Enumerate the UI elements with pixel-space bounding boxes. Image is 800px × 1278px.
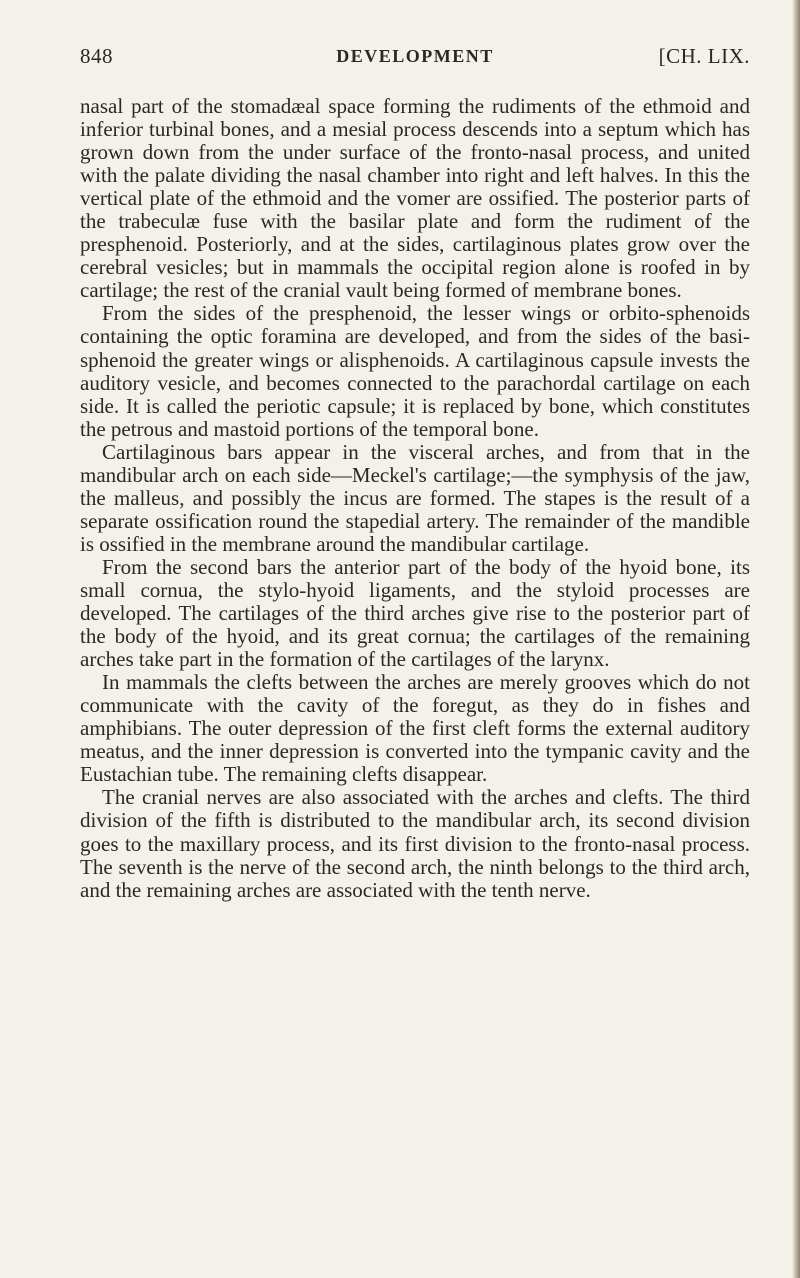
page-number: 848 — [80, 44, 113, 68]
page-edge-shadow — [792, 0, 800, 1278]
body-text — [80, 95, 750, 902]
running-head — [80, 44, 750, 74]
chapter-reference: [CH. LIX. — [658, 44, 750, 68]
section-title: DEVELOPMENT — [336, 46, 494, 66]
paragraph-3: Cartilaginous bars appear in the visceral arches, and from that in the mandibular arch on each side—Meckel's cartilage;—the symphysis of the jaw, the malleus, and possibly the incus are formed. The stapes is the result of a separate ossification round the stapedial artery. The remainder of the mandible is ossified in the membrane around the mandibular cartilage. — [80, 439, 750, 556]
paragraph-6: The cranial nerves are also associated with the arches and clefts. The third division of the fifth is distributed to the mandibular arch, its second division goes to the maxillary process, and its first division to the fronto-nasal process. The seventh is the nerve of the second arch, the ninth belongs to the third arch, and the remaining arches are associated with the tenth nerve. — [80, 785, 750, 902]
paragraph-5: In mammals the clefts between the arches are merely grooves which do not communicate with the cavity of the foregut, as they do in fishes and amphibians. The outer depression of the first cleft forms the external auditory meatus, and the inner depression is converted into the tympanic cavity and the Eustachian tube. The remaining clefts disappear. — [80, 670, 750, 787]
paragraph-4: From the second bars the anterior part of the body of the hyoid bone, its small cornua, the stylo-hyoid ligaments, and the styloid processes are developed. The cartilages of the third arches give rise to the posterior part of the body of the hyoid, and its great cornua; the cartilages of the remaining arches take part in the formation of the cartilages of the larynx. — [80, 554, 750, 672]
paragraph-1: nasal part of the stomadæal space forming the rudiments of the ethmoid and inferior turbinal bones, and a mesial process descends into a septum which has grown down from the under surface of the fronto-nasal process, and united with the palate dividing the nasal chamber into right and left halves. In this the vertical plate of the ethmoid and the vomer are ossified. The posterior parts of the trabeculæ fuse with the basilar plate and form the rudiment of the presphenoid. Posteriorly, and at the sides, cartilaginous plates grow over the cerebral vesicles; but in mammals the occipital region alone is roofed in by cartilage; the rest of the cranial vault being formed of membrane bones. — [80, 94, 750, 303]
paragraph-2: From the sides of the presphenoid, the lesser wings or orbito-sphenoids containing the optic foramina are developed, and from the sides of the basi-sphenoid the greater wings or alisphenoids. A cartilaginous capsule invests the auditory vesicle, and becomes connected to the parachordal cartilage on each side. It is called the periotic capsule; it is replaced by bone, which constitutes the petrous and mastoid portions of the temporal bone. — [80, 301, 750, 441]
